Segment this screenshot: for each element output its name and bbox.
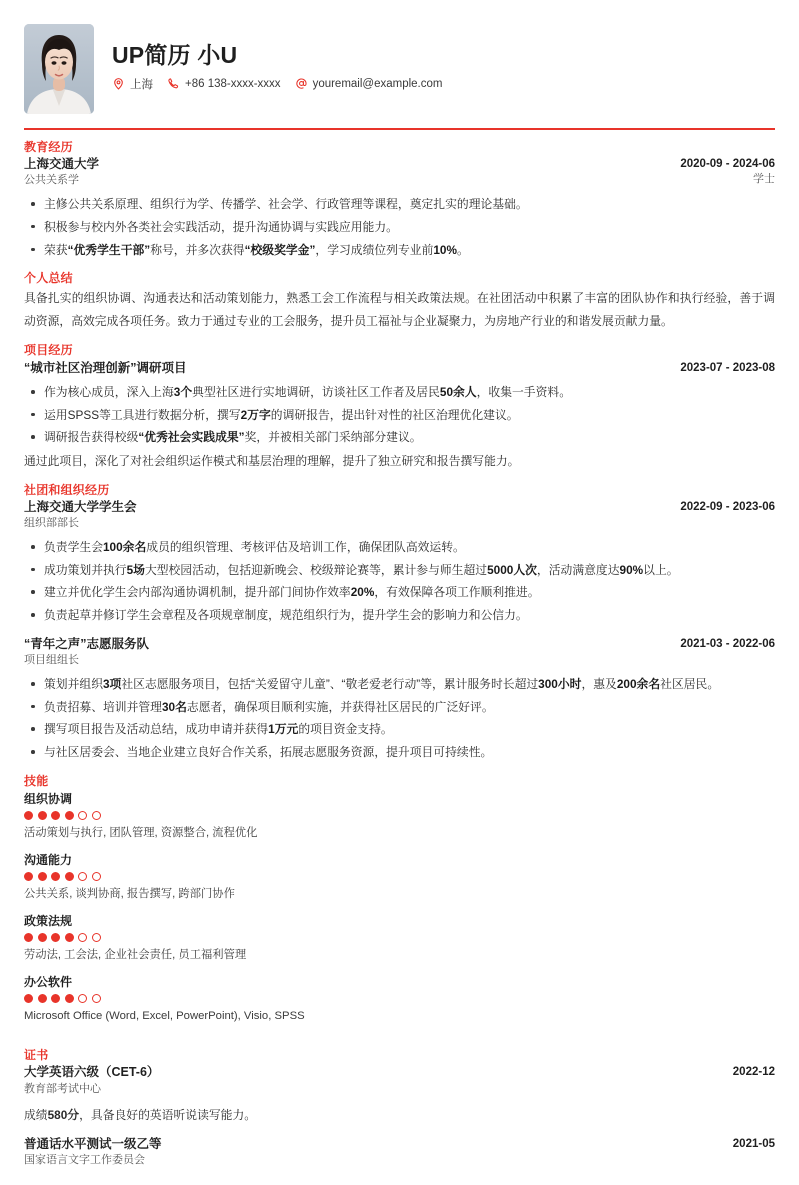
organization-role: 项目组组长 bbox=[24, 654, 79, 667]
contact-location bbox=[112, 76, 153, 92]
section-projects bbox=[24, 342, 775, 472]
list-item: 主修公共关系原理、组织行为学、传播学、社会学、行政管理等课程，奠定扎实的理论基础。 bbox=[24, 193, 775, 216]
certificate-issuer: 国家语言文字工作委员会 bbox=[24, 1154, 145, 1167]
skill-item bbox=[24, 912, 775, 964]
rating-dot-filled bbox=[65, 872, 74, 881]
list-item: 策划并组织3项社区志愿服务项目，包括“关爱留守儿童”、“敬老爱老行动”等，累计服务时长超过300小时，惠及200余名社区居民。 bbox=[24, 673, 775, 696]
skill-name: 政策法规 bbox=[24, 914, 73, 929]
rating-dot-filled bbox=[65, 811, 74, 820]
list-item: 负责起草并修订学生会章程及各项规章制度，规范组织行为，提升学生会的影响力和公信力。 bbox=[24, 604, 775, 627]
list-item: 积极参与校内外各类社会实践活动，提升沟通协调与实践应用能力。 bbox=[24, 216, 775, 239]
education-school: 上海交通大学 bbox=[24, 156, 100, 171]
contact-phone bbox=[167, 77, 281, 90]
skill-rating bbox=[24, 811, 775, 820]
project-entry bbox=[24, 360, 775, 473]
resume-header bbox=[24, 24, 775, 128]
list-item: 与社区居委会、当地企业建立良好合作关系，拓展志愿服务资源，提升项目可持续性。 bbox=[24, 741, 775, 764]
section-title-education: 教育经历 bbox=[24, 139, 73, 154]
rating-dot-empty bbox=[92, 994, 101, 1003]
rating-dot-filled bbox=[24, 811, 33, 820]
project-bullets bbox=[24, 381, 775, 449]
list-item: 建立并优化学生会内部沟通协调机制，提升部门间协作效率20%，有效保障各项工作顺利推进。 bbox=[24, 581, 775, 604]
list-item: 调研报告获得校级“优秀社会实践成果”奖，并被相关部门采纳部分建议。 bbox=[24, 426, 775, 449]
contact-email-text: youremail@example.com bbox=[312, 77, 443, 90]
contact-list bbox=[112, 76, 452, 92]
section-summary bbox=[24, 270, 775, 333]
section-certificates bbox=[24, 1047, 775, 1169]
skill-item bbox=[24, 851, 775, 903]
list-item: 负责学生会100余名成员的组织管理、考核评估及培训工作，确保团队高效运转。 bbox=[24, 536, 775, 559]
organization-name: “青年之声”志愿服务队 bbox=[24, 636, 150, 651]
rating-dot-filled bbox=[65, 994, 74, 1003]
rating-dot-filled bbox=[65, 933, 74, 942]
section-organizations bbox=[24, 482, 775, 764]
skill-rating bbox=[24, 994, 775, 1003]
list-item: 作为核心成员，深入上海3个典型社区进行实地调研，访谈社区工作者及居民50余人，收集一手资料。 bbox=[24, 381, 775, 404]
email-at-icon bbox=[295, 77, 308, 90]
rating-dot-filled bbox=[51, 872, 60, 881]
project-date: 2023-07 - 2023-08 bbox=[680, 361, 775, 374]
organization-bullets bbox=[24, 673, 775, 764]
certificate-date: 2021-05 bbox=[732, 1137, 775, 1150]
rating-dot-empty bbox=[78, 872, 87, 881]
phone-icon bbox=[167, 77, 180, 90]
profile-photo bbox=[24, 24, 94, 114]
rating-dot-empty bbox=[92, 811, 101, 820]
rating-dot-filled bbox=[24, 933, 33, 942]
rating-dot-empty bbox=[92, 933, 101, 942]
location-pin-icon bbox=[112, 77, 125, 90]
rating-dot-filled bbox=[51, 811, 60, 820]
skill-description: 劳动法, 工会法, 企业社会责任, 员工福利管理 bbox=[24, 949, 247, 962]
education-major: 公共关系学 bbox=[24, 174, 79, 187]
rating-dot-empty bbox=[78, 994, 87, 1003]
rating-dot-filled bbox=[38, 933, 47, 942]
certificate-name: 普通话水平测试一级乙等 bbox=[24, 1136, 162, 1151]
organization-date: 2021-03 - 2022-06 bbox=[680, 637, 775, 650]
rating-dot-filled bbox=[38, 872, 47, 881]
organization-entry bbox=[24, 499, 775, 627]
identity-block bbox=[112, 42, 452, 95]
list-item: 负责招募、培训并管理30名志愿者，确保项目顺利实施，并获得社区居民的广泛好评。 bbox=[24, 696, 775, 719]
certificate-entry bbox=[24, 1064, 775, 1126]
list-item: 荣获“优秀学生干部”称号，并多次获得“校级奖学金”，学习成绩位列专业前10%。 bbox=[24, 239, 775, 262]
rating-dot-empty bbox=[78, 933, 87, 942]
skill-name: 办公软件 bbox=[24, 975, 73, 990]
project-name: “城市社区治理创新”调研项目 bbox=[24, 360, 187, 375]
organization-role: 组织部部长 bbox=[24, 517, 79, 530]
section-title-projects: 项目经历 bbox=[24, 343, 73, 358]
rating-dot-filled bbox=[51, 933, 60, 942]
list-item: 运用SPSS等工具进行数据分析，撰写2万字的调研报告，提出针对性的社区治理优化建议。 bbox=[24, 404, 775, 427]
contact-email bbox=[295, 77, 443, 90]
skill-name: 组织协调 bbox=[24, 791, 73, 806]
section-education bbox=[24, 139, 775, 262]
rating-dot-filled bbox=[51, 994, 60, 1003]
skill-description: Microsoft Office (Word, Excel, PowerPoint), Visio, SPSS bbox=[24, 1010, 305, 1023]
rating-dot-filled bbox=[38, 811, 47, 820]
rating-dot-empty bbox=[78, 811, 87, 820]
certificate-date: 2022-12 bbox=[732, 1066, 775, 1079]
education-entry bbox=[24, 156, 775, 261]
skill-item bbox=[24, 973, 775, 1025]
education-bullets bbox=[24, 193, 775, 261]
skill-description: 公共关系, 谈判协商, 报告撰写, 跨部门协作 bbox=[24, 888, 235, 901]
certificate-issuer: 教育部考试中心 bbox=[24, 1082, 101, 1095]
rating-dot-filled bbox=[24, 872, 33, 881]
certificate-name: 大学英语六级（CET-6） bbox=[24, 1065, 160, 1080]
header-divider bbox=[24, 128, 775, 130]
list-item: 撰写项目报告及活动总结，成功申请并获得1万元的项目资金支持。 bbox=[24, 718, 775, 741]
contact-phone-text: +86 138-xxxx-xxxx bbox=[185, 77, 281, 90]
organization-name: 上海交通大学学生会 bbox=[24, 499, 137, 514]
candidate-name: UP简历 小U bbox=[112, 42, 238, 69]
rating-dot-empty bbox=[92, 872, 101, 881]
organization-entry bbox=[24, 636, 775, 764]
project-closing: 通过此项目，深化了对社会组织运作模式和基层治理的理解，提升了独立研究和报告撰写能力。 bbox=[24, 453, 520, 468]
skill-rating bbox=[24, 933, 775, 942]
rating-dot-filled bbox=[24, 994, 33, 1003]
education-degree: 学士 bbox=[753, 172, 775, 185]
section-title-certificates: 证书 bbox=[24, 1048, 49, 1063]
rating-dot-filled bbox=[38, 994, 47, 1003]
contact-location-text: 上海 bbox=[130, 78, 153, 91]
certificate-note: 成绩580分，具备良好的英语听说读写能力。 bbox=[24, 1107, 257, 1122]
section-title-organizations: 社团和组织经历 bbox=[24, 482, 110, 497]
list-item: 成功策划并执行5场大型校园活动，包括迎新晚会、校级辩论赛等，累计参与师生超过5000人次，活动满意度达90%以上。 bbox=[24, 559, 775, 582]
section-skills bbox=[24, 773, 775, 1025]
organization-bullets bbox=[24, 536, 775, 627]
skill-name: 沟通能力 bbox=[24, 853, 73, 868]
organization-date: 2022-09 - 2023-06 bbox=[680, 500, 775, 513]
skill-description: 活动策划与执行, 团队管理, 资源整合, 流程优化 bbox=[24, 826, 258, 839]
skill-rating bbox=[24, 872, 775, 881]
summary-text: 具备扎实的组织协调、沟通表达和活动策划能力，熟悉工会工作流程与相关政策法规。在社团活动中积累了丰富的团队协作和执行经验，善于调动资源，高效完成各项任务。致力于通过专业的工会服务，提升员工福祉与企业凝聚力，为房地产行业的和谐发展贡献力量。 bbox=[24, 291, 775, 329]
education-date: 2020-09 - 2024-06 bbox=[680, 157, 775, 170]
certificate-entry bbox=[24, 1136, 775, 1169]
section-title-summary: 个人总结 bbox=[24, 271, 73, 286]
skill-item bbox=[24, 790, 775, 842]
section-title-skills: 技能 bbox=[24, 773, 49, 788]
